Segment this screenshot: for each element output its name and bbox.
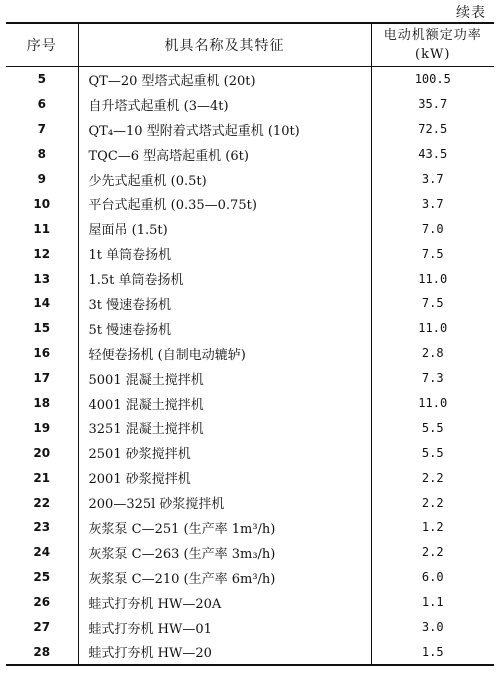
row-equipment-name: 自升塔式起重机 (3—4t) bbox=[78, 92, 371, 117]
table-row bbox=[6, 216, 494, 241]
table-row bbox=[6, 515, 494, 540]
row-rated-power: 11.0 bbox=[418, 396, 448, 411]
row-equipment-name: 5001 混凝土搅拌机 bbox=[78, 366, 371, 391]
row-rated-power: 1.2 bbox=[421, 520, 444, 535]
table-row bbox=[6, 241, 494, 266]
table-row bbox=[6, 540, 494, 565]
row-rated-power: 2.2 bbox=[421, 495, 444, 510]
row-serial-no: 11 bbox=[6, 216, 78, 241]
header-rated-power bbox=[371, 23, 494, 67]
row-serial-no: 7 bbox=[6, 117, 78, 142]
table-row bbox=[6, 191, 494, 216]
table-body bbox=[6, 67, 494, 666]
row-equipment-name: 1.5t 单筒卷扬机 bbox=[78, 266, 371, 291]
row-rated-power: 35.7 bbox=[418, 97, 448, 112]
row-rated-power: 6.0 bbox=[421, 570, 444, 585]
row-rated-power: 72.5 bbox=[418, 122, 448, 137]
table-row bbox=[6, 415, 494, 440]
row-serial-no: 9 bbox=[6, 167, 78, 192]
row-equipment-name: 灰浆泵 C—210 (生产率 6m³/h) bbox=[78, 565, 371, 590]
row-serial-no: 23 bbox=[6, 515, 78, 540]
row-equipment-name: 灰浆泵 C—251 (生产率 1m³/h) bbox=[78, 515, 371, 540]
table-row bbox=[6, 67, 494, 92]
row-serial-no: 19 bbox=[6, 415, 78, 440]
row-serial-no: 21 bbox=[6, 465, 78, 490]
row-serial-no: 6 bbox=[6, 92, 78, 117]
row-equipment-name: 蛙式打夯机 HW—20 bbox=[78, 639, 371, 665]
header-serial-no: 序号 bbox=[6, 23, 78, 67]
table-row bbox=[6, 316, 494, 341]
row-equipment-name: 蛙式打夯机 HW—20A bbox=[78, 590, 371, 615]
row-equipment-name: QT₄—10 型附着式塔式起重机 (10t) bbox=[78, 117, 371, 142]
table-row bbox=[6, 615, 494, 640]
continued-label: 续表 bbox=[456, 5, 486, 21]
row-serial-no: 8 bbox=[6, 142, 78, 167]
table-row bbox=[6, 117, 494, 142]
row-equipment-name: 3251 混凝土搅拌机 bbox=[78, 415, 371, 440]
header-rated-power-title: 电动机额定功率 bbox=[383, 28, 482, 43]
table-row bbox=[6, 366, 494, 391]
row-rated-power: 7.0 bbox=[421, 221, 444, 236]
row-rated-power: 1.1 bbox=[421, 595, 444, 610]
row-equipment-name: 4001 混凝土搅拌机 bbox=[78, 391, 371, 416]
row-serial-no: 18 bbox=[6, 391, 78, 416]
row-rated-power: 7.5 bbox=[421, 296, 444, 311]
table-row bbox=[6, 391, 494, 416]
row-rated-power: 2.2 bbox=[421, 545, 444, 560]
row-serial-no: 24 bbox=[6, 540, 78, 565]
row-serial-no: 13 bbox=[6, 266, 78, 291]
table-row bbox=[6, 565, 494, 590]
row-equipment-name: 1t 单筒卷扬机 bbox=[78, 241, 371, 266]
row-equipment-name: 蛙式打夯机 HW—01 bbox=[78, 615, 371, 640]
table-row bbox=[6, 291, 494, 316]
row-rated-power: 5.5 bbox=[421, 445, 444, 460]
row-serial-no: 5 bbox=[6, 67, 78, 92]
row-rated-power: 2.8 bbox=[421, 346, 444, 361]
table-row bbox=[6, 590, 494, 615]
table-header-row bbox=[6, 23, 494, 67]
row-rated-power: 3.7 bbox=[421, 172, 444, 186]
row-equipment-name: TQC—6 型高塔起重机 (6t) bbox=[78, 142, 371, 167]
table-row bbox=[6, 639, 494, 665]
row-serial-no: 22 bbox=[6, 490, 78, 515]
row-equipment-name: QT—20 型塔式起重机 (20t) bbox=[78, 67, 371, 92]
row-serial-no: 15 bbox=[6, 316, 78, 341]
row-equipment-name: 少先式起重机 (0.5t) bbox=[78, 167, 371, 192]
row-serial-no: 26 bbox=[6, 590, 78, 615]
header-rated-power-unit: (kW) bbox=[415, 47, 451, 62]
row-rated-power: 3.7 bbox=[421, 196, 444, 211]
row-equipment-name: 2501 砂浆搅拌机 bbox=[78, 440, 371, 465]
row-equipment-name: 3t 慢速卷扬机 bbox=[78, 291, 371, 316]
row-serial-no: 14 bbox=[6, 291, 78, 316]
row-serial-no: 28 bbox=[6, 639, 78, 665]
row-equipment-name: 轻便卷扬机 (自制电动辘轳) bbox=[78, 341, 371, 366]
row-serial-no: 10 bbox=[6, 191, 78, 216]
row-rated-power: 7.5 bbox=[421, 246, 444, 261]
row-serial-no: 12 bbox=[6, 241, 78, 266]
table-row bbox=[6, 92, 494, 117]
header-equipment-name: 机具名称及其特征 bbox=[78, 23, 371, 67]
table-row bbox=[6, 167, 494, 192]
table-row bbox=[6, 142, 494, 167]
row-equipment-name: 平台式起重机 (0.35—0.75t) bbox=[78, 191, 371, 216]
row-rated-power: 5.5 bbox=[421, 420, 444, 435]
table-row bbox=[6, 490, 494, 515]
row-serial-no: 17 bbox=[6, 366, 78, 391]
row-equipment-name: 5t 慢速卷扬机 bbox=[78, 316, 371, 341]
row-serial-no: 16 bbox=[6, 341, 78, 366]
row-rated-power: 2.2 bbox=[421, 470, 444, 485]
row-equipment-name: 灰浆泵 C—263 (生产率 3m₃/h) bbox=[78, 540, 371, 565]
row-rated-power: 43.5 bbox=[418, 147, 448, 162]
row-rated-power: 11.0 bbox=[418, 271, 448, 286]
table-row bbox=[6, 266, 494, 291]
table-row bbox=[6, 440, 494, 465]
row-rated-power: 11.0 bbox=[418, 321, 448, 336]
row-serial-no: 20 bbox=[6, 440, 78, 465]
row-rated-power: 1.5 bbox=[421, 644, 444, 659]
row-rated-power: 3.0 bbox=[421, 620, 444, 635]
row-rated-power: 7.3 bbox=[421, 371, 444, 386]
row-serial-no: 27 bbox=[6, 615, 78, 640]
row-serial-no: 25 bbox=[6, 565, 78, 590]
row-equipment-name: 屋面吊 (1.5t) bbox=[78, 216, 371, 241]
table-row bbox=[6, 341, 494, 366]
row-equipment-name: 200—325l 砂浆搅拌机 bbox=[78, 490, 371, 515]
equipment-power-table bbox=[6, 22, 494, 666]
row-rated-power: 100.5 bbox=[414, 72, 451, 87]
table-row bbox=[6, 465, 494, 490]
row-equipment-name: 2001 砂浆搅拌机 bbox=[78, 465, 371, 490]
